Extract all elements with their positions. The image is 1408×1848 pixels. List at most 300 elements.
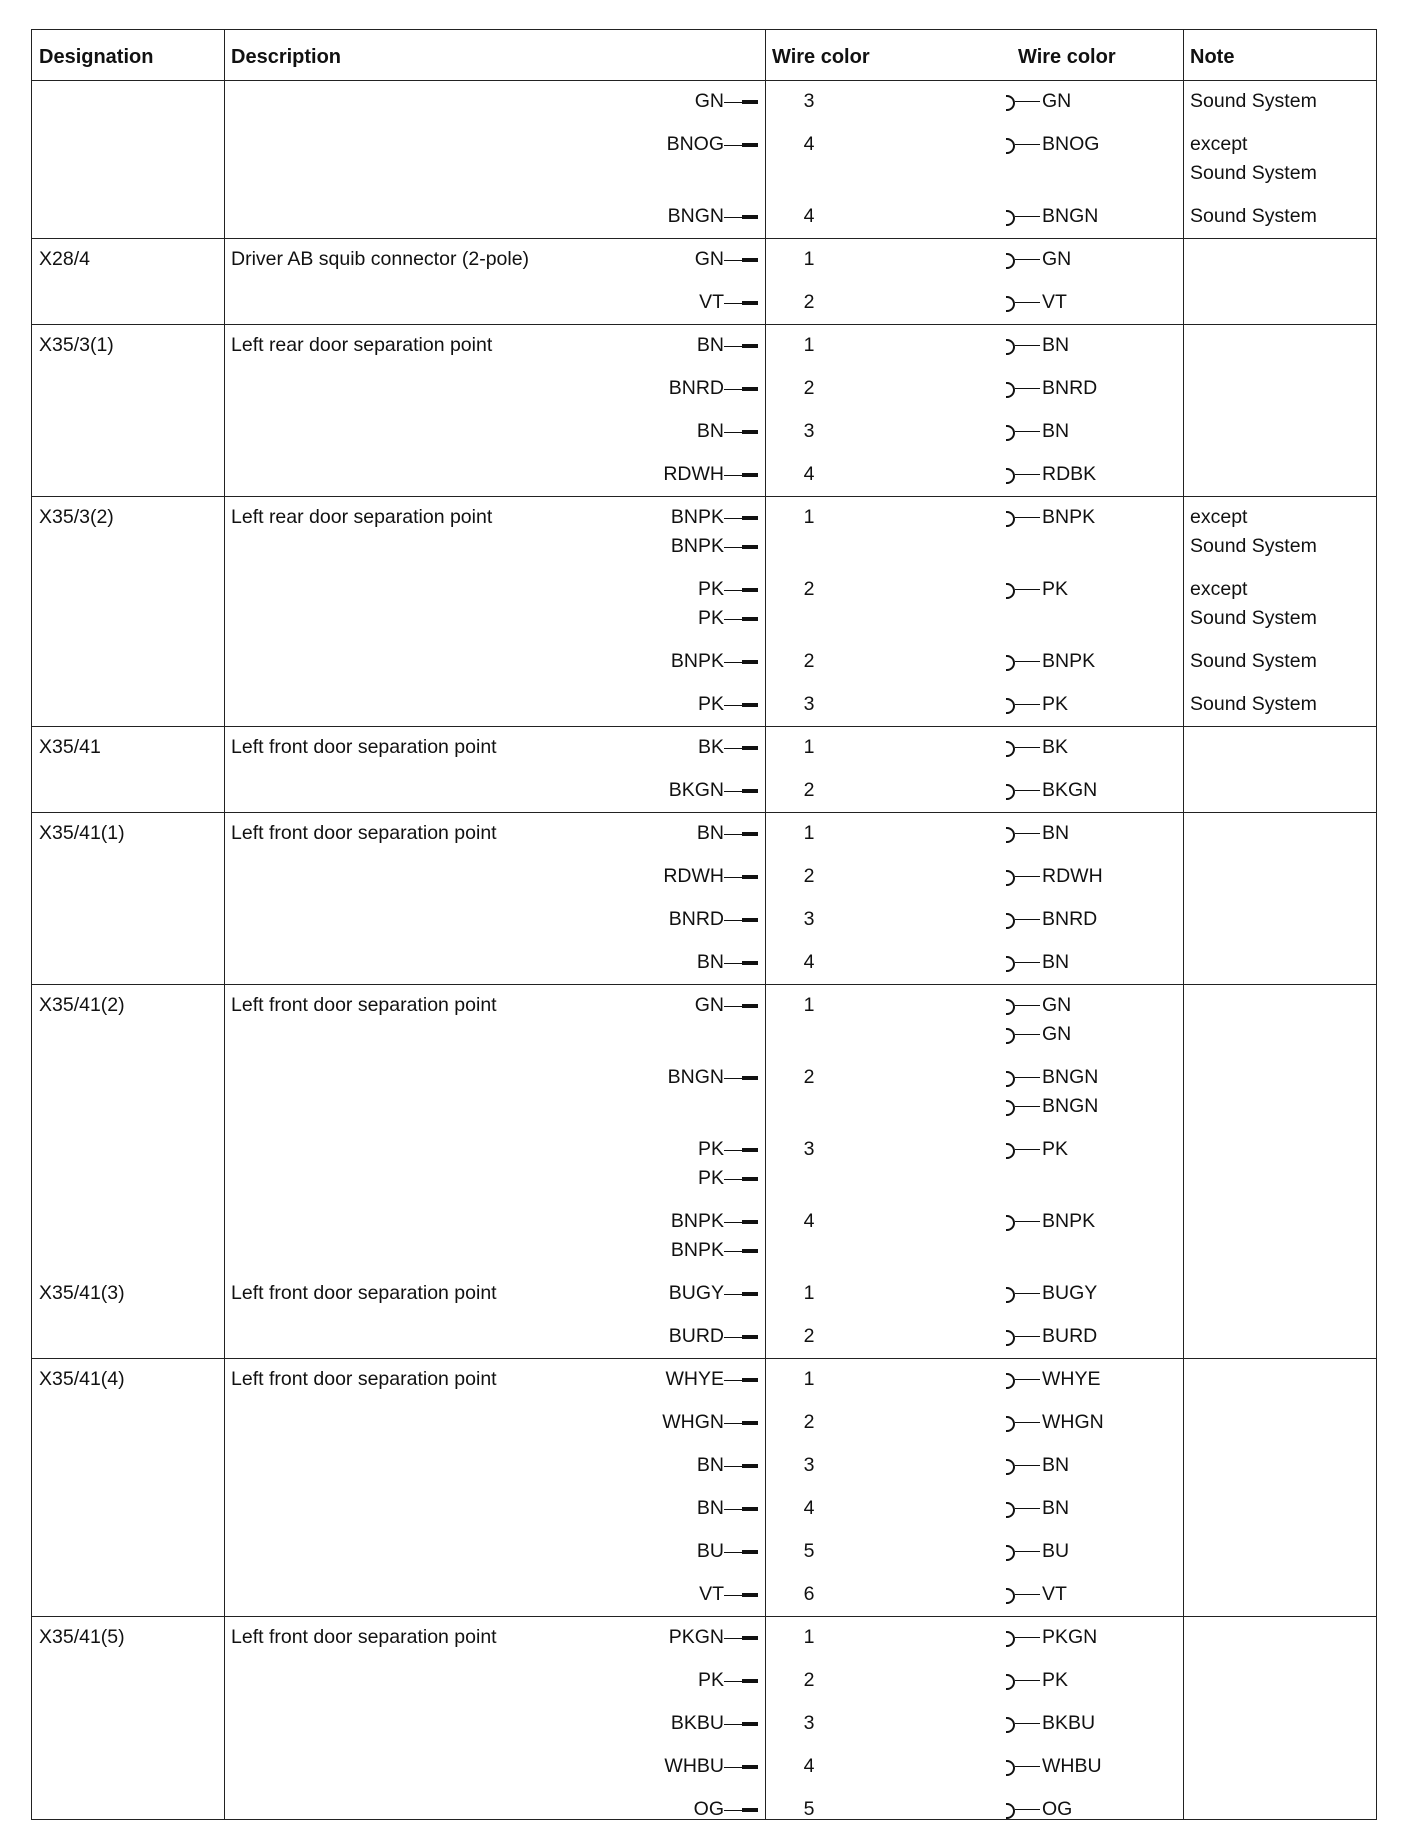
pin-number: 3 [803,1138,815,1160]
wire-color-right: BURD [1042,1325,1098,1347]
description-cell: Driver AB squib connector (2-pole) [231,248,530,270]
pin-number: 2 [803,650,815,672]
wire-left [538,1135,758,1164]
wire-color-right: BNRD [1042,377,1098,399]
plug-icon [724,542,758,552]
socket-icon [1006,869,1042,885]
plug-icon [724,1805,758,1815]
socket-icon [1006,1027,1042,1043]
note-text: except [1190,578,1248,600]
wire-color-right: BK [1042,736,1069,758]
pin-number: 6 [803,1583,815,1605]
wire-right [1006,1709,1095,1738]
pin-number: 3 [803,1712,815,1734]
socket-icon [1006,1329,1042,1345]
wire-color-left: RDWH [663,463,724,485]
socket-icon [1006,295,1042,311]
wire-left [538,245,758,274]
designation-cell: X35/3(2) [39,506,114,528]
wire-color-right: PK [1042,1669,1069,1691]
group-divider [32,984,1376,985]
pin-number: 3 [803,908,815,930]
socket-icon [1006,1070,1042,1086]
pin-number: 4 [803,951,815,973]
wire-color-left: PK [697,1669,724,1691]
plug-icon [724,1762,758,1772]
group-divider [32,324,1376,325]
socket-icon [1006,1630,1042,1646]
wire-left [538,1063,758,1092]
wire-color-right: BKGN [1042,779,1098,801]
plug-icon [724,513,758,523]
description-cell: Left front door separation point [231,1368,497,1390]
wire-color-left: GN [694,90,724,112]
plug-icon [724,140,758,150]
description-cell: Left front door separation point [231,736,497,758]
pin-number: 5 [803,1540,815,1562]
wire-color-right: VT [1042,1583,1067,1605]
header-note: Note [1190,46,1235,68]
pin-number: 4 [803,1755,815,1777]
pin-number: 2 [803,377,815,399]
pin-number: 1 [803,736,815,758]
wire-color-right: BNRD [1042,908,1098,930]
wire-right [1006,1020,1071,1049]
wire-color-left: WHYE [665,1368,724,1390]
socket-icon [1006,381,1042,397]
wire-color-left: BNPK [670,506,724,528]
wire-color-right: WHYE [1042,1368,1101,1390]
wire-color-left: BNRD [668,377,724,399]
socket-icon [1006,338,1042,354]
wire-left [538,1752,758,1781]
wire-left [538,374,758,403]
socket-icon [1006,209,1042,225]
wire-left [538,1207,758,1236]
wire-left [538,331,758,360]
pin-number: 2 [803,1325,815,1347]
wire-color-right: BNPK [1042,506,1096,528]
socket-icon [1006,1372,1042,1388]
note-text: Sound System [1190,535,1317,557]
wire-right [1006,690,1068,719]
wire-color-right: BNOG [1042,133,1100,155]
wire-right [1006,776,1097,805]
designation-cell: X35/41(4) [39,1368,125,1390]
socket-icon [1006,1099,1042,1115]
pin-number: 4 [803,1210,815,1232]
socket-icon [1006,1458,1042,1474]
socket-icon [1006,94,1042,110]
pin-number: 1 [803,334,815,356]
wire-color-right: WHBU [1042,1755,1102,1777]
pin-number: 1 [803,506,815,528]
wire-right [1006,503,1095,532]
plug-icon [724,212,758,222]
pin-number: 3 [803,1454,815,1476]
wire-right [1006,417,1069,446]
plug-icon [724,614,758,624]
wire-right [1006,460,1096,489]
wire-color-left: BN [696,1454,724,1476]
wire-color-right: GN [1042,994,1072,1016]
socket-icon [1006,137,1042,153]
wire-left [538,776,758,805]
wire-color-right: BNGN [1042,1066,1099,1088]
wire-left [538,1279,758,1308]
wire-left [538,1322,758,1351]
group-divider [32,1616,1376,1617]
wire-right [1006,575,1068,604]
designation-cell: X28/4 [39,248,90,270]
wire-right [1006,1063,1098,1092]
socket-icon [1006,955,1042,971]
wire-color-left: BURD [668,1325,724,1347]
wire-color-left: WHBU [664,1755,724,1777]
wire-right [1006,1451,1069,1480]
wire-color-left: PK [697,693,724,715]
socket-icon [1006,424,1042,440]
plug-icon [724,1633,758,1643]
plug-icon [724,958,758,968]
pin-number: 4 [803,1497,815,1519]
wire-color-right: RDBK [1042,463,1097,485]
plug-icon [724,1461,758,1471]
connector-table [31,29,1377,1820]
wire-left [538,87,758,116]
socket-icon [1006,1802,1042,1818]
wire-left [538,690,758,719]
column-divider [224,30,225,1819]
plug-icon [724,915,758,925]
plug-icon [724,1073,758,1083]
plug-icon [724,1375,758,1385]
wire-color-left: PK [697,607,724,629]
wire-color-right: VT [1042,291,1067,313]
description-cell: Left front door separation point [231,822,497,844]
wire-right [1006,1279,1097,1308]
plug-icon [724,470,758,480]
socket-icon [1006,252,1042,268]
plug-icon [724,1719,758,1729]
wire-color-right: BU [1042,1540,1070,1562]
wire-left [538,130,758,159]
header-divider [32,80,1376,81]
wire-left [538,948,758,977]
description-cell: Left rear door separation point [231,334,493,356]
wire-left [538,1623,758,1652]
column-divider [1183,30,1184,1819]
socket-icon [1006,912,1042,928]
note-text: Sound System [1190,693,1317,715]
pin-number: 1 [803,822,815,844]
note-text: Sound System [1190,90,1317,112]
wire-right [1006,1365,1101,1394]
wire-color-right: GN [1042,248,1072,270]
pin-number: 3 [803,90,815,112]
wire-color-right: GN [1042,90,1072,112]
pin-number: 1 [803,1626,815,1648]
wire-right [1006,1666,1068,1695]
description-cell: Left front door separation point [231,994,497,1016]
wire-right [1006,1580,1067,1609]
note-text: except [1190,506,1248,528]
wire-right [1006,87,1071,116]
wire-color-left: RDWH [663,865,724,887]
wire-color-right: BUGY [1042,1282,1098,1304]
wire-color-left: BNGN [667,1066,724,1088]
wire-color-right: BNGN [1042,1095,1099,1117]
wire-left [538,1494,758,1523]
plug-icon [724,1547,758,1557]
description-cell: Left front door separation point [231,1282,497,1304]
plug-icon [724,1217,758,1227]
plug-icon [724,427,758,437]
wire-right [1006,991,1071,1020]
wire-color-right: BNPK [1042,650,1096,672]
wire-left [538,647,758,676]
wire-color-left: BNPK [670,1210,724,1232]
wire-right [1006,202,1098,231]
plug-icon [724,1418,758,1428]
note-text: except [1190,133,1248,155]
socket-icon [1006,1759,1042,1775]
wire-color-right: BN [1042,420,1070,442]
wire-color-left: BNPK [670,650,724,672]
wire-color-right: PKGN [1042,1626,1098,1648]
wire-right [1006,1494,1069,1523]
wire-color-right: BKBU [1042,1712,1096,1734]
wire-color-left: OG [693,1798,724,1820]
wire-right [1006,374,1097,403]
wire-color-left: PK [697,1167,724,1189]
pin-number: 5 [803,1798,815,1820]
group-divider [32,726,1376,727]
pin-number: 2 [803,1411,815,1433]
socket-icon [1006,1415,1042,1431]
pin-number: 2 [803,1669,815,1691]
wire-color-left: WHGN [662,1411,724,1433]
wire-color-left: BKBU [670,1712,724,1734]
pin-number: 3 [803,693,815,715]
wire-right [1006,1537,1069,1566]
pin-number: 4 [803,205,815,227]
wire-left [538,1580,758,1609]
wire-color-left: BU [696,1540,724,1562]
pin-number: 3 [803,420,815,442]
group-divider [32,238,1376,239]
designation-cell: X35/41(2) [39,994,125,1016]
socket-icon [1006,1501,1042,1517]
pin-number: 2 [803,1066,815,1088]
socket-icon [1006,740,1042,756]
plug-icon [724,786,758,796]
wire-left [538,1795,758,1824]
header-description: Description [231,46,342,68]
pin-number: 1 [803,248,815,270]
wire-color-left: BN [696,822,724,844]
pin-number: 1 [803,1368,815,1390]
wire-left [538,532,758,561]
socket-icon [1006,1544,1042,1560]
wire-right [1006,1207,1095,1236]
wire-color-right: BN [1042,1497,1070,1519]
socket-icon [1006,998,1042,1014]
designation-cell: X35/41(1) [39,822,125,844]
wire-right [1006,130,1099,159]
plug-icon [724,1001,758,1011]
wire-color-left: GN [694,994,724,1016]
wire-color-right: PK [1042,1138,1069,1160]
wire-right [1006,1752,1102,1781]
plug-icon [724,1289,758,1299]
pin-number: 1 [803,1282,815,1304]
plug-icon [724,1676,758,1686]
plug-icon [724,97,758,107]
socket-icon [1006,467,1042,483]
wire-right [1006,1322,1097,1351]
wire-right [1006,1408,1104,1437]
wire-color-right: BNGN [1042,205,1099,227]
wire-right [1006,819,1069,848]
wire-left [538,862,758,891]
wire-color-left: BN [696,420,724,442]
plug-icon [724,657,758,667]
plug-icon [724,829,758,839]
column-divider [765,30,766,1819]
designation-cell: X35/41(5) [39,1626,125,1648]
header-wire-color-right: Wire color [1018,46,1116,68]
wire-color-left: BN [696,951,724,973]
plug-icon [724,872,758,882]
plug-icon [724,743,758,753]
wire-color-left: BN [696,334,724,356]
wire-left [538,991,758,1020]
group-divider [32,1358,1376,1359]
wire-left [538,1451,758,1480]
socket-icon [1006,826,1042,842]
wire-right [1006,948,1069,977]
wire-color-left: VT [699,1583,724,1605]
socket-icon [1006,1673,1042,1689]
pin-number: 2 [803,779,815,801]
wire-color-right: BN [1042,951,1070,973]
wire-right [1006,1092,1098,1121]
plug-icon [724,700,758,710]
plug-icon [724,298,758,308]
wire-right [1006,1135,1068,1164]
pin-number: 4 [803,133,815,155]
wire-left [538,819,758,848]
wire-right [1006,647,1095,676]
socket-icon [1006,1286,1042,1302]
wire-left [538,417,758,446]
wire-right [1006,331,1069,360]
wire-color-left: BKGN [668,779,724,801]
pin-number: 2 [803,865,815,887]
socket-icon [1006,783,1042,799]
socket-icon [1006,1214,1042,1230]
wire-color-left: BN [696,1497,724,1519]
socket-icon [1006,582,1042,598]
wire-left [538,1408,758,1437]
wire-left [538,503,758,532]
socket-icon [1006,1716,1042,1732]
pin-number: 4 [803,463,815,485]
wire-left [538,1666,758,1695]
wire-right [1006,288,1067,317]
designation-cell: X35/3(1) [39,334,114,356]
wire-color-left: BNRD [668,908,724,930]
note-text: Sound System [1190,607,1317,629]
wire-right [1006,245,1071,274]
wire-left [538,905,758,934]
description-cell: Left front door separation point [231,1626,497,1648]
pin-number: 2 [803,291,815,313]
wire-color-left: PKGN [668,1626,724,1648]
wire-color-right: RDWH [1042,865,1103,887]
header-designation: Designation [39,46,154,68]
wire-color-left: PK [697,1138,724,1160]
group-divider [32,812,1376,813]
wire-left [538,1365,758,1394]
plug-icon [724,1246,758,1256]
wire-left [538,288,758,317]
wire-color-right: PK [1042,578,1069,600]
wire-color-right: PK [1042,693,1069,715]
note-text: Sound System [1190,205,1317,227]
wire-color-right: BNPK [1042,1210,1096,1232]
description-cell: Left rear door separation point [231,506,493,528]
wire-color-right: OG [1042,1798,1073,1820]
wire-left [538,575,758,604]
wire-color-left: BNOG [666,133,724,155]
plug-icon [724,1174,758,1184]
group-divider [32,496,1376,497]
socket-icon [1006,1587,1042,1603]
note-text: Sound System [1190,162,1317,184]
wire-left [538,202,758,231]
wire-left [538,1236,758,1265]
wire-right [1006,733,1068,762]
wire-color-left: BNGN [667,205,724,227]
socket-icon [1006,1142,1042,1158]
wire-color-right: GN [1042,1023,1072,1045]
socket-icon [1006,697,1042,713]
pin-number: 1 [803,994,815,1016]
plug-icon [724,1145,758,1155]
wire-color-right: BN [1042,1454,1070,1476]
wire-left [538,733,758,762]
wire-color-left: PK [697,578,724,600]
wire-color-left: GN [694,248,724,270]
wire-color-right: WHGN [1042,1411,1104,1433]
wire-left [538,1537,758,1566]
wire-left [538,1709,758,1738]
wire-left [538,460,758,489]
wire-left [538,604,758,633]
designation-cell: X35/41(3) [39,1282,125,1304]
plug-icon [724,585,758,595]
wire-color-right: BN [1042,334,1070,356]
wire-right [1006,1795,1072,1824]
wire-color-left: VT [699,291,724,313]
plug-icon [724,255,758,265]
socket-icon [1006,510,1042,526]
wire-color-left: BUGY [668,1282,724,1304]
wire-right [1006,862,1103,891]
wire-color-left: BNPK [670,1239,724,1261]
